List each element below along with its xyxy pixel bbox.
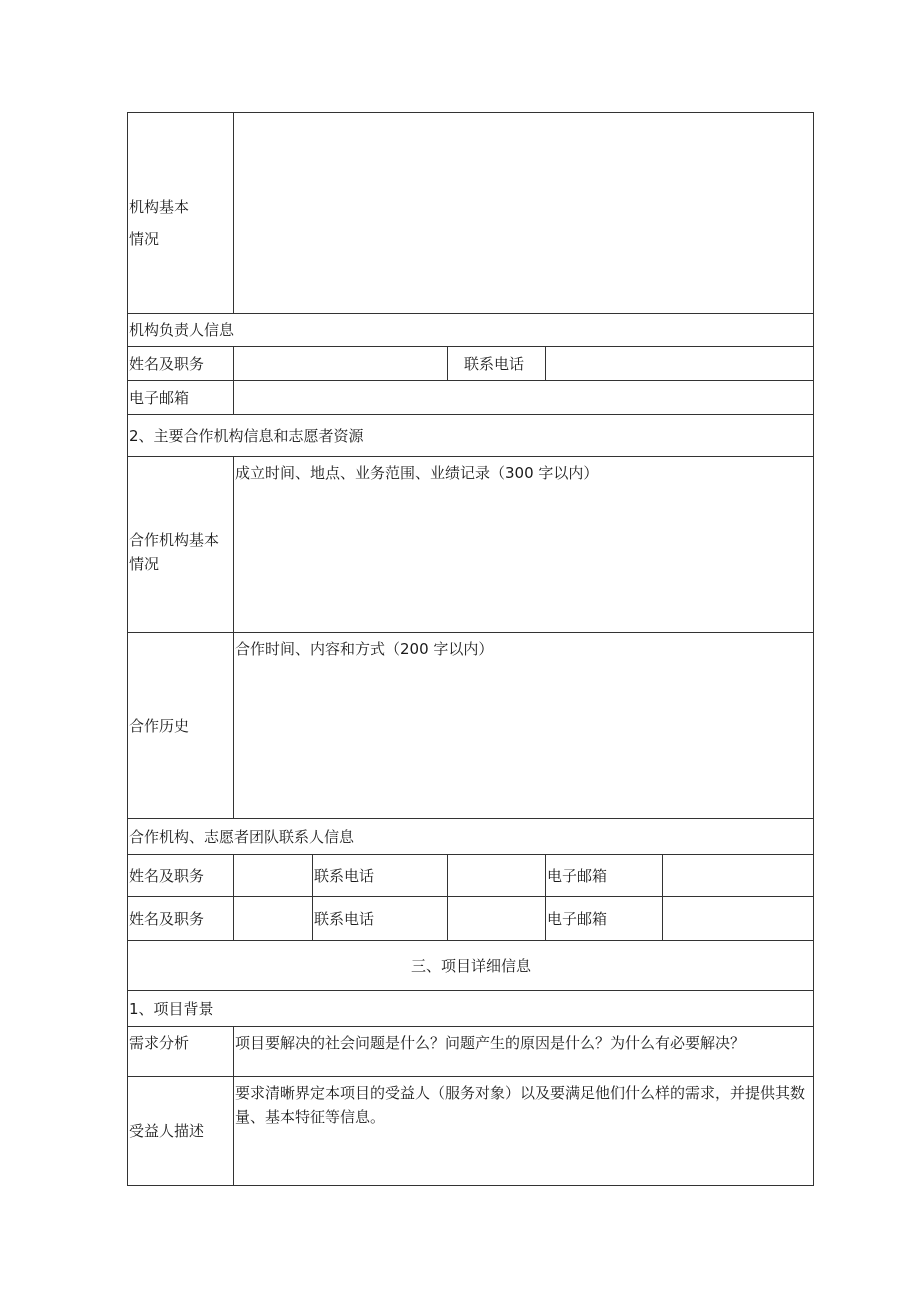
partner-history-input-cell[interactable]: [234, 633, 814, 819]
contact-name-label: 姓名及职务: [128, 897, 234, 941]
org-basic-input-cell[interactable]: [234, 113, 814, 314]
background-title: 1、项目背景: [128, 991, 814, 1027]
partner-basic-hint: 成立时间、地点、业务范围、业绩记录（300 字以内）: [235, 464, 599, 482]
org-basic-label-line1: 机构基本: [129, 198, 190, 216]
contact-email-label: 电子邮箱: [546, 855, 663, 897]
beneficiary-input-cell[interactable]: [234, 1077, 814, 1186]
needs-hint: 项目要解决的社会问题是什么？问题产生的原因是什么？为什么有必要解决？: [235, 1034, 746, 1052]
leader-email-input[interactable]: [234, 381, 814, 415]
org-basic-row: [128, 113, 814, 314]
beneficiary-label: 受益人描述: [128, 1077, 234, 1186]
contact-row: [128, 897, 814, 941]
leader-section-title: 机构负责人信息: [128, 314, 814, 347]
partner-basic-label-line2: 情况: [129, 554, 160, 573]
leader-name-input[interactable]: [234, 347, 448, 381]
contact-phone-label: 联系电话: [313, 855, 448, 897]
partner-basic-row: [128, 457, 814, 633]
application-form-table: [127, 112, 814, 1186]
contact-email-input[interactable]: [663, 897, 814, 941]
leader-name-label: 姓名及职务: [128, 347, 234, 381]
needs-input-cell[interactable]: [234, 1027, 814, 1077]
org-basic-label-line2: 情况: [129, 230, 160, 248]
contact-phone-input[interactable]: [448, 897, 546, 941]
background-row: [128, 991, 814, 1027]
leader-email-label: 电子邮箱: [128, 381, 234, 415]
needs-row: [128, 1027, 814, 1077]
partner-history-row: [128, 633, 814, 819]
leader-section-row: [128, 314, 814, 347]
partner-basic-label-line1: 合作机构基本: [129, 530, 220, 549]
partner-section-title: 2、主要合作机构信息和志愿者资源: [128, 415, 814, 457]
contact-row: [128, 855, 814, 897]
contact-section-title: 合作机构、志愿者团队联系人信息: [128, 819, 814, 855]
beneficiary-hint: 要求清晰界定本项目的受益人（服务对象）以及要满足他们什么样的需求，并提供其数量、基本特征等信息。: [235, 1084, 806, 1126]
contact-phone-label: 联系电话: [313, 897, 448, 941]
leader-phone-input[interactable]: [546, 347, 814, 381]
leader-name-row: [128, 347, 814, 381]
leader-email-row: [128, 381, 814, 415]
partner-history-hint: 合作时间、内容和方式（200 字以内）: [235, 640, 494, 658]
partner-basic-label-cell: [128, 457, 234, 633]
contact-name-input[interactable]: [234, 897, 313, 941]
contact-email-label: 电子邮箱: [546, 897, 663, 941]
org-basic-label-cell: [128, 113, 234, 314]
project-section-row: [128, 941, 814, 991]
needs-label: 需求分析: [128, 1027, 234, 1077]
contact-phone-input[interactable]: [448, 855, 546, 897]
contact-section-row: [128, 819, 814, 855]
contact-name-label: 姓名及职务: [128, 855, 234, 897]
partner-section-row: [128, 415, 814, 457]
partner-history-label: 合作历史: [128, 633, 234, 819]
partner-basic-input-cell[interactable]: [234, 457, 814, 633]
beneficiary-row: [128, 1077, 814, 1186]
contact-email-input[interactable]: [663, 855, 814, 897]
leader-phone-label: 联系电话: [448, 347, 546, 381]
contact-name-input[interactable]: [234, 855, 313, 897]
project-section-title: 三、项目详细信息: [128, 941, 814, 991]
